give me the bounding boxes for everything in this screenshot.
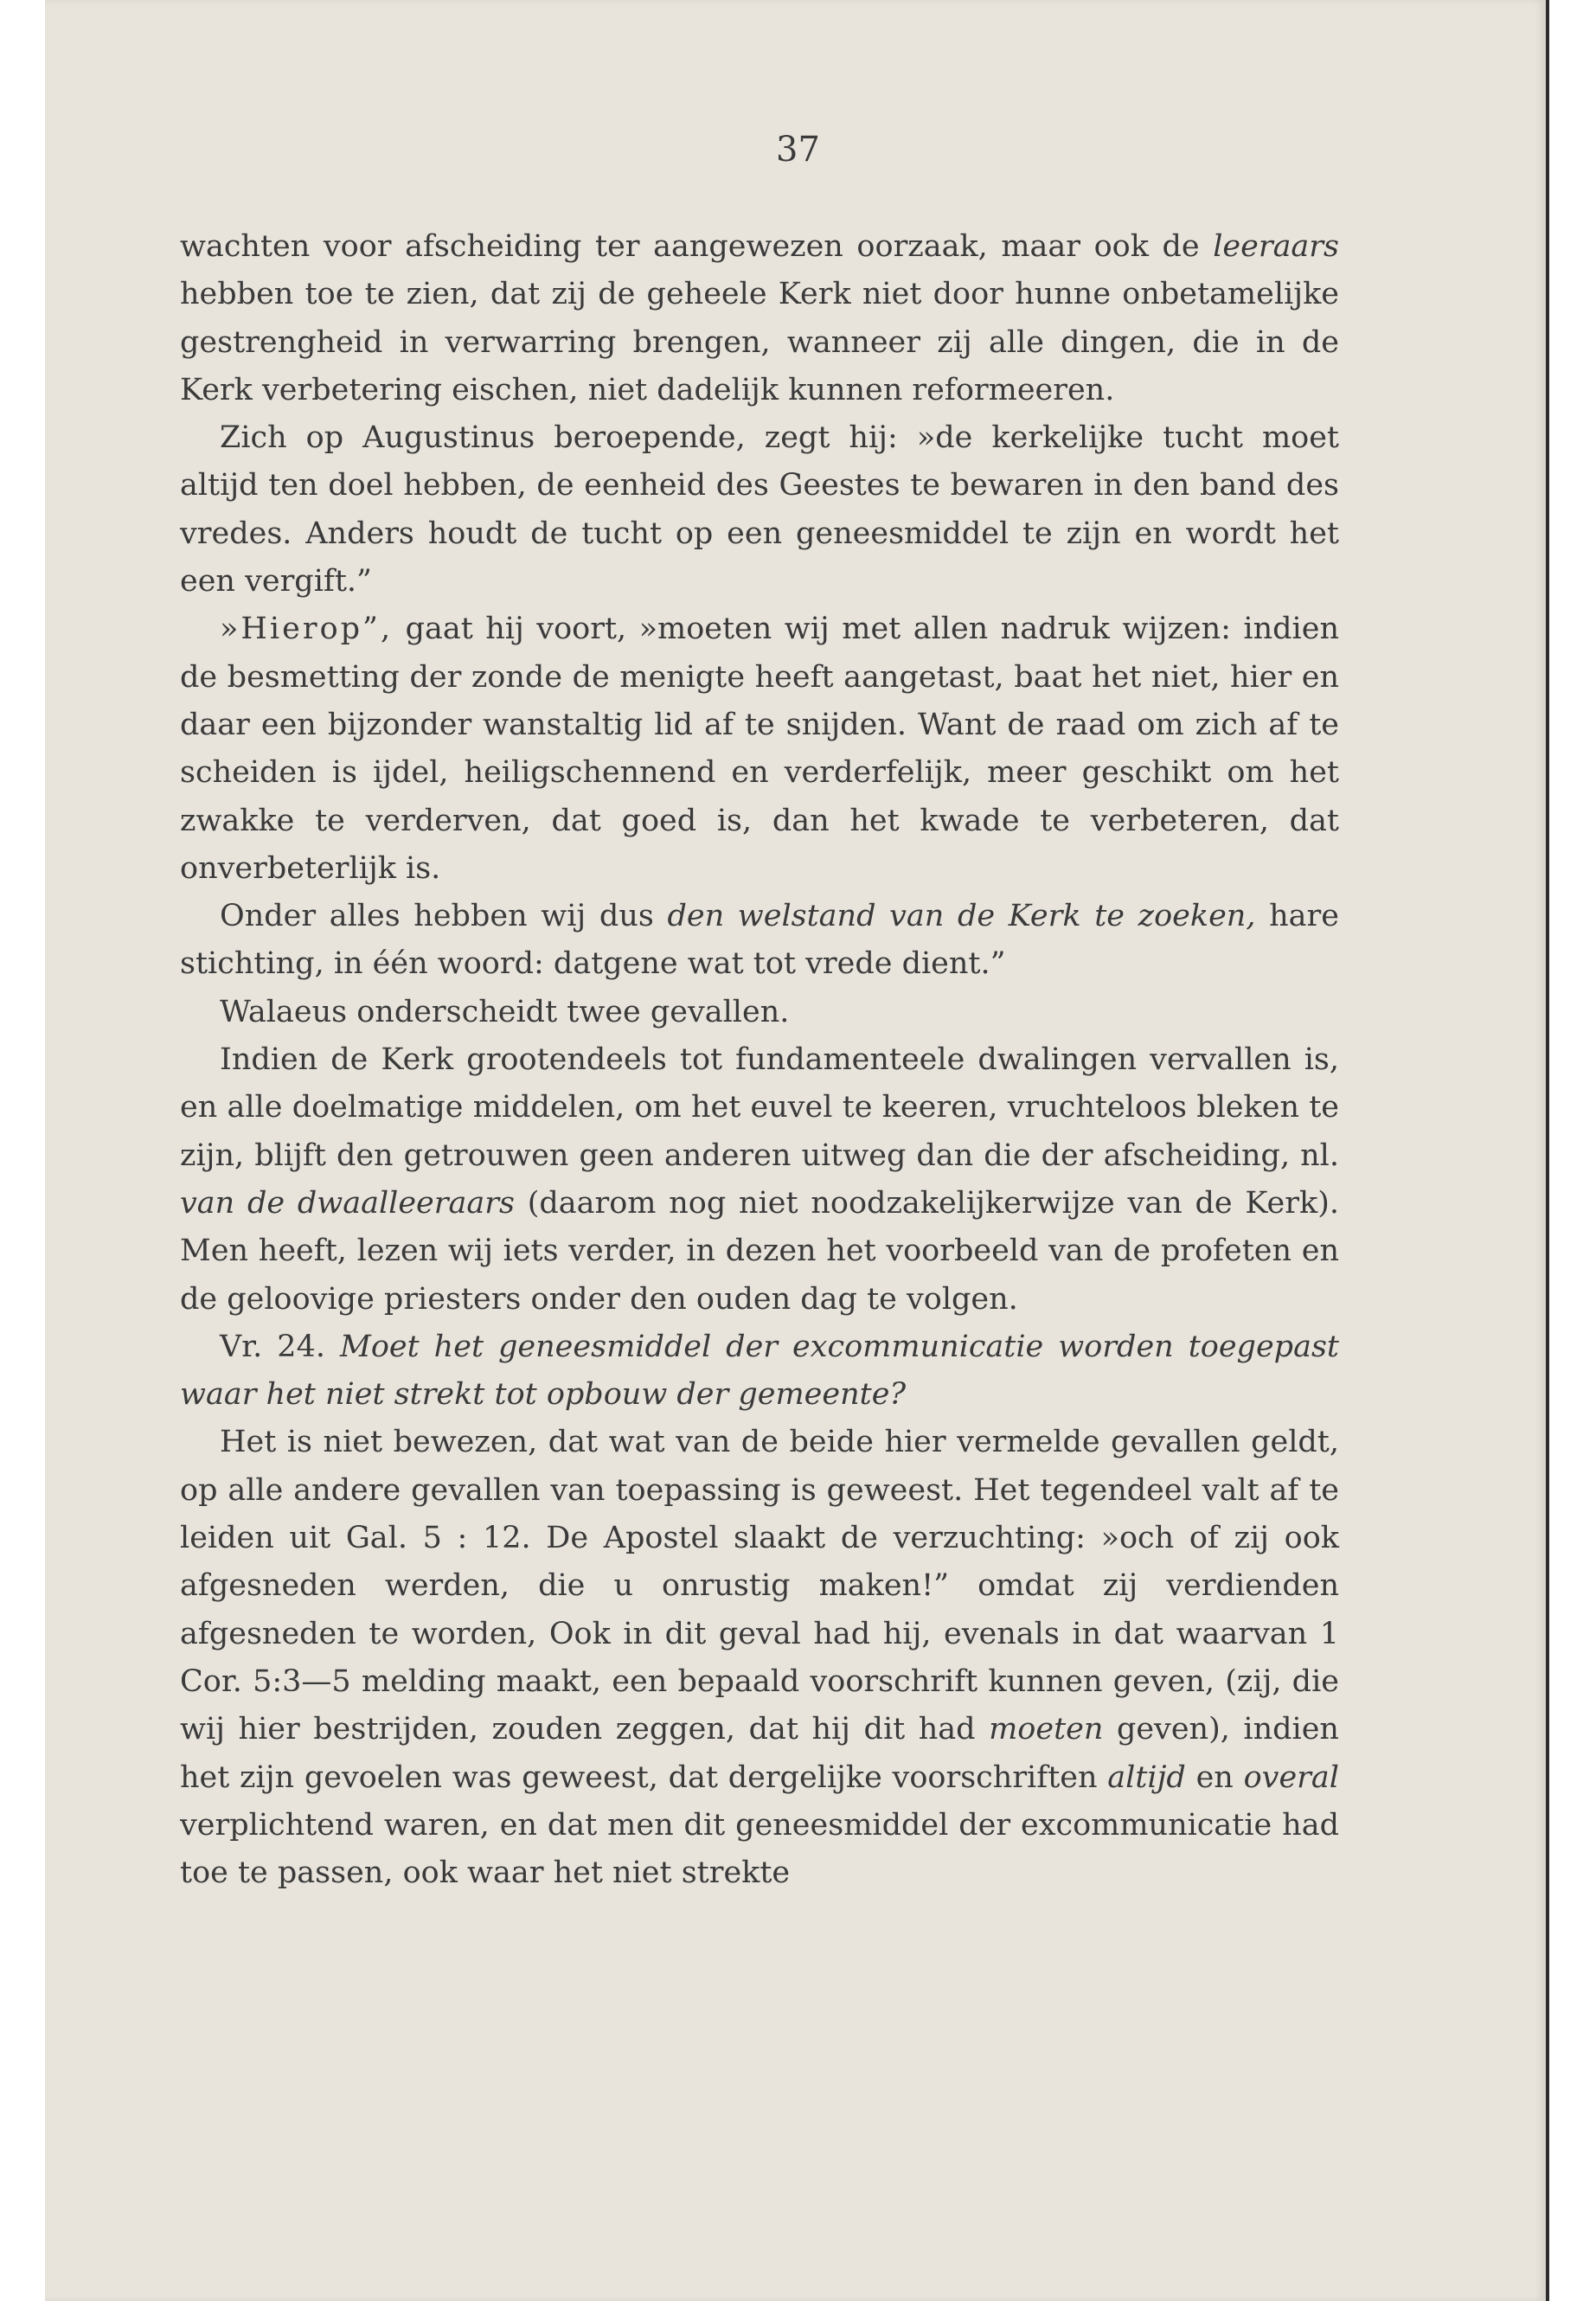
paragraph-3: »Hierop”, gaat hij voort, »moeten wij met allen nadruk wijzen: indien de besmetting der zonde de menigte heeft aangetast, baat het niet, hier en daar een bijzonder wanstaltig lid af te snijden. Want de raad om zich af te scheiden is ijdel, heiligschennend en verderfelijk, meer geschikt om het zwakke te verderven, dat goed is, dan het kwade te verbeteren, dat onverbeterlijk is.	[180, 612, 1339, 886]
page-edge	[1546, 0, 1549, 2301]
paragraph-1: wachten voor afscheiding ter aangewezen oorzaak, maar ook de leeraars hebben toe te zien, dat zij de geheele Kerk niet door hunne onbetamelijke gestrengheid in verwarring brengen, wanneer zij alle dingen, die in de Kerk verbetering eischen, niet dadelijk kunnen reformeeren.	[180, 229, 1339, 407]
paragraph-4: Onder alles hebben wij dus den welstand van de Kerk te zoeken, hare stichting, in één woord: datgene wat tot vrede dient.”	[180, 899, 1339, 982]
paragraph-8: Het is niet bewezen, dat wat van de beide hier vermelde gevallen geldt, op alle andere gevallen van toepassing is geweest. Het tegendeel valt af te leiden uit Gal. 5 : 12. De Apostel slaakt de verzuchting: »och of zij ook afgesneden werden, die u onrustig maken!” omdat zij verdienden afgesneden te worden, Ook in dit geval had hij, evenals in dat waarvan 1 Cor. 5:3—5 melding maakt, een bepaald voorschrift kunnen geven, (zij, die wij hier bestrijden, zouden zeggen, dat hij dit had moeten geven), indien het zijn gevoelen was geweest, dat dergelijke voorschriften altijd en overal verplichtend waren, en dat men dit geneesmiddel der excommunicatie had toe te passen, ook waar het niet strekte	[180, 1425, 1339, 1891]
paragraph-2: Zich op Augustinus beroepende, zegt hij: »de kerkelijke tucht moet altijd ten doel hebben, de eenheid des Geestes te bewaren in den band des vredes. Anders houdt de tucht op een geneesmiddel te zijn en wordt het een vergift.”	[180, 420, 1339, 599]
question-24: Vr. 24. Moet het geneesmiddel der excommunicatie worden toegepast waar het niet strekt tot opbouw der gemeente?	[180, 1329, 1339, 1413]
paragraph-5: Walaeus onderscheidt twee gevallen.	[220, 994, 790, 1029]
page-number: 37	[776, 130, 820, 170]
body-text	[180, 223, 1339, 1897]
paragraph-6: Indien de Kerk grootendeels tot fundamenteele dwalingen vervallen is, en alle doelmatige middelen, om het euvel te keeren, vruchteloos bleken te zijn, blijft den getrouwen geen anderen uitweg dan die der afscheiding, nl. van de dwaalleeraars (daarom nog niet noodzakelijkerwijze van de Kerk). Men heeft, lezen wij iets verder, in dezen het voorbeeld van de profeten en de geloovige priesters onder den ouden dag te volgen.	[180, 1042, 1339, 1317]
